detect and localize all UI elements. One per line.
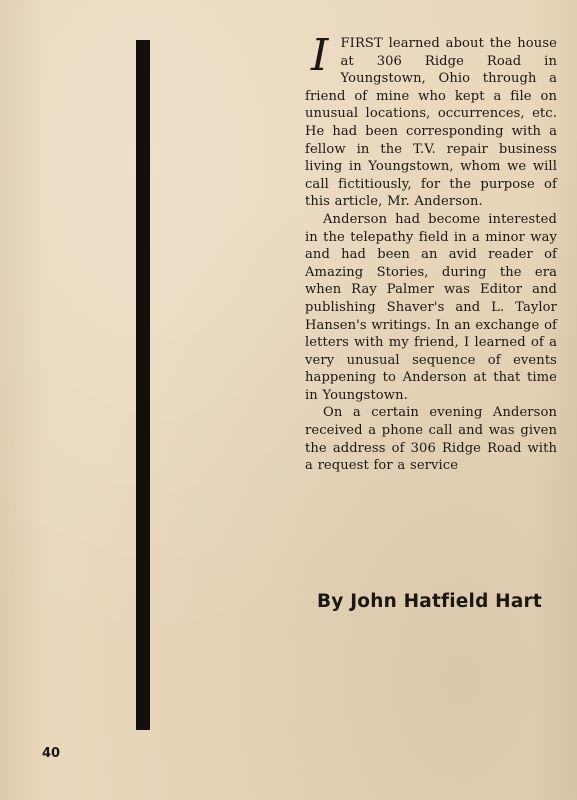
- page-number: 40: [42, 746, 61, 761]
- drop-cap: I: [311, 30, 329, 81]
- article-body: [305, 30, 557, 475]
- article-paragraph-2: Anderson had become interested in the telepathy field in a minor way and had been an avid reader of Amazing Stories, during the era when Ray Palmer was Editor and publishing Shaver's and L. Taylor Hansen's writings. In an exchange of letters with my friend, I learned of a very unusual sequence of events happening to Anderson at that time in Youngstown.: [305, 211, 557, 403]
- paragraph-1-text: FIRST learned about the house at 306 Ridge Road in Youngstown, Ohio through a friend of mine who kept a file on unusual locations, occurrences, etc. He had been corresponding with a fellow in the T.V. repair business living in Youngstown, whom we will call fictitiously, for the purpose of this article, Mr. Anderson.: [305, 36, 557, 210]
- vertical-rule-bar: [136, 40, 150, 730]
- article-paragraph-1: [305, 30, 557, 211]
- author-byline: By John Hatfield Hart: [317, 591, 542, 612]
- article-paragraph-3: On a certain evening Anderson received a phone call and was given the address of 306 Ridge Road with a request for a service: [305, 405, 557, 474]
